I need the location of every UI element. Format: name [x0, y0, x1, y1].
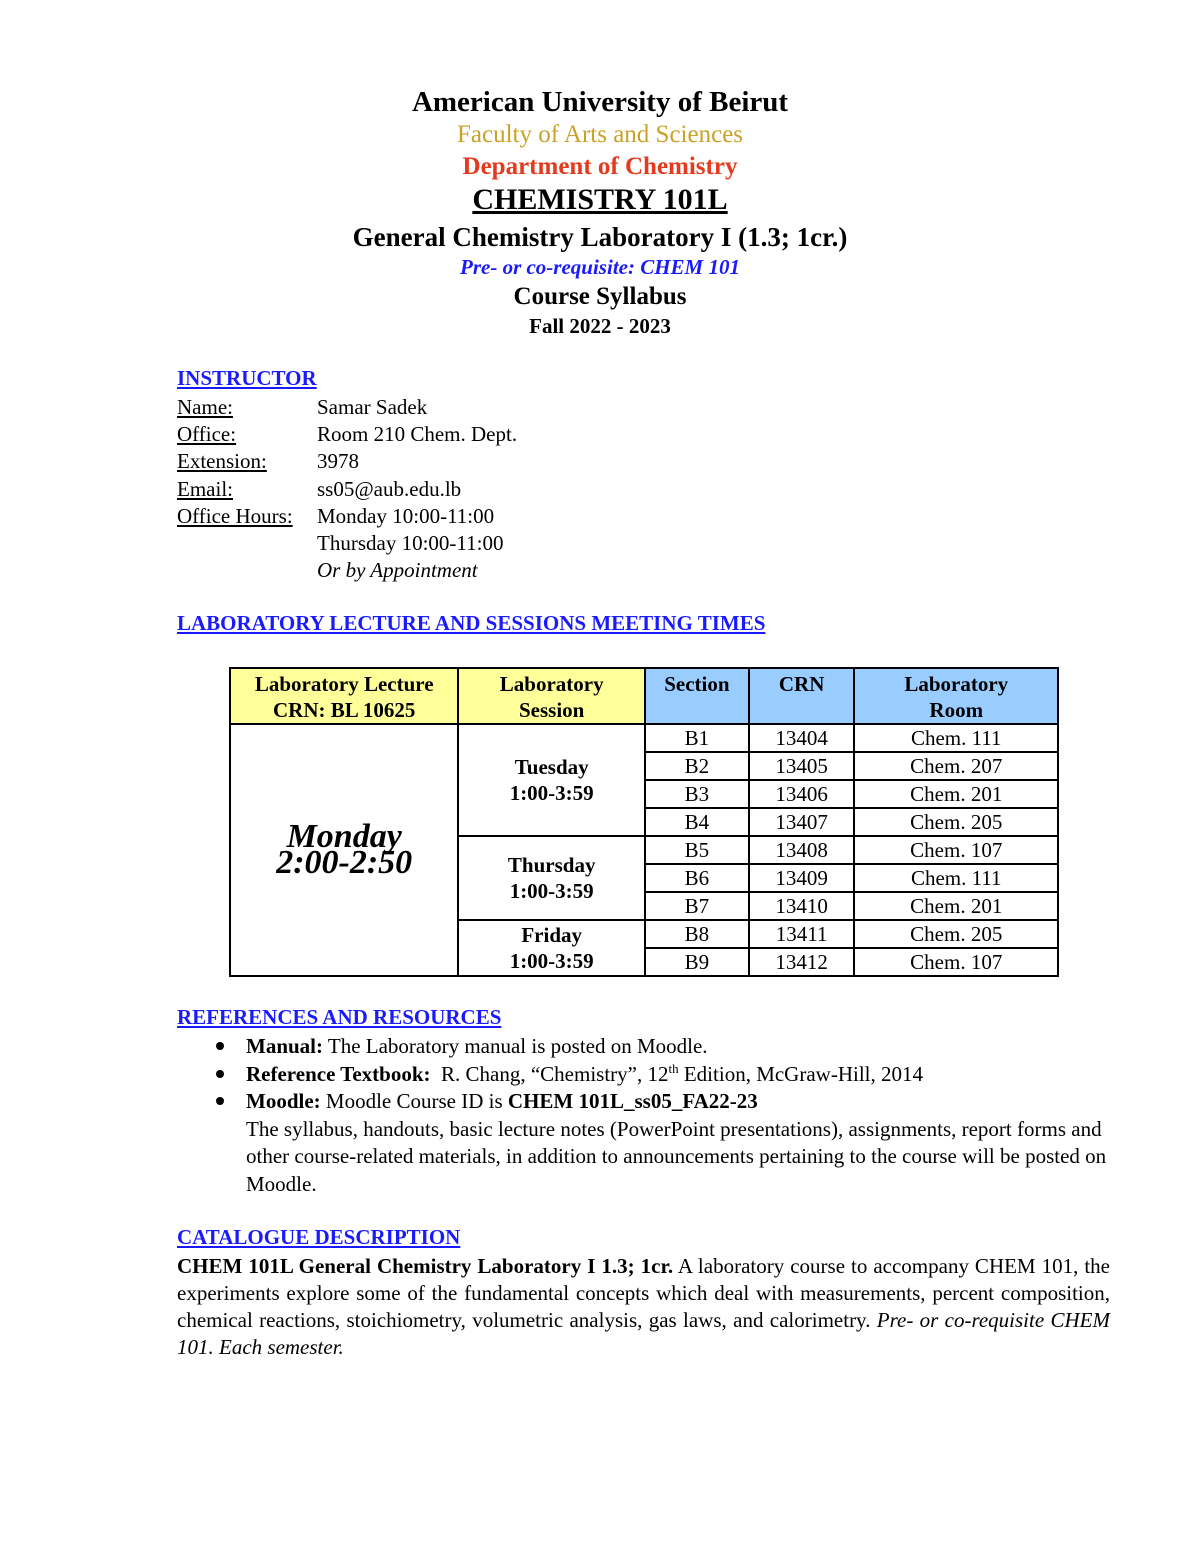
- section-cell: B9: [645, 948, 749, 976]
- textbook-text: R. Chang, “Chemistry”, 12: [430, 1061, 669, 1086]
- textbook-superscript: th: [668, 1060, 679, 1076]
- course-name: General Chemistry Laboratory I (1.3; 1cr.): [352, 222, 848, 252]
- instructor-info: [177, 394, 517, 584]
- textbook-edition: Edition, McGraw-Hill, 2014: [678, 1061, 923, 1086]
- room-cell: Chem. 201: [854, 780, 1058, 808]
- session-thursday: Thursday 1:00-3:59: [458, 836, 645, 920]
- col-crn-header: CRN: [749, 668, 855, 724]
- room-cell: Chem. 205: [854, 808, 1058, 836]
- references-list: [200, 1033, 1120, 1198]
- crn-cell: 13412: [749, 948, 855, 976]
- schedule-heading: LABORATORY LECTURE AND SESSIONS MEETING TIMES: [177, 611, 766, 635]
- room-cell: Chem. 201: [854, 892, 1058, 920]
- textbook-label: Reference Textbook:: [246, 1061, 431, 1086]
- office-label: Office:: [177, 422, 237, 447]
- section-cell: B3: [645, 780, 749, 808]
- extension-value: 3978: [317, 449, 359, 474]
- office-hours-2: Thursday 10:00-11:00: [317, 531, 504, 556]
- room-cell: Chem. 207: [854, 752, 1058, 780]
- section-cell: B8: [645, 920, 749, 948]
- university-name: American University of Beirut: [411, 86, 789, 118]
- crn-cell: 13411: [749, 920, 855, 948]
- info-row-office: [177, 421, 517, 448]
- moodle-label: Moodle:: [246, 1089, 321, 1113]
- department-name: Department of Chemistry: [462, 153, 738, 180]
- session-friday: Friday 1:00-3:59: [458, 920, 645, 976]
- col-lecture-header: Laboratory Lecture CRN: BL 10625: [230, 668, 458, 724]
- bullet-icon: [200, 1088, 246, 1198]
- list-item: [200, 1061, 1120, 1089]
- section-cell: B2: [645, 752, 749, 780]
- moodle-description: The syllabus, handouts, basic lecture notes (PowerPoint presentations), assignments, report forms and other course-related materials, in addition to announcements pertaining to the course will be posted on Moodle.: [246, 1116, 1107, 1196]
- faculty-name: Faculty of Arts and Sciences: [456, 121, 744, 148]
- section-cell: B7: [645, 892, 749, 920]
- room-cell: Chem. 111: [854, 864, 1058, 892]
- crn-cell: 13406: [749, 780, 855, 808]
- list-item: [200, 1033, 1120, 1061]
- crn-cell: 13408: [749, 836, 855, 864]
- crn-cell: 13407: [749, 808, 855, 836]
- moodle-text: Moodle Course ID is: [320, 1089, 508, 1113]
- moodle-course-id: CHEM 101L_ss05_FA22-23: [507, 1089, 758, 1113]
- office-hours-label: Office Hours:: [177, 503, 293, 528]
- email-label: Email:: [177, 476, 233, 501]
- manual-label: Manual:: [246, 1034, 324, 1058]
- term: Fall 2022 - 2023: [529, 314, 671, 338]
- room-cell: Chem. 107: [854, 836, 1058, 864]
- info-row-hours: [177, 503, 517, 530]
- info-row-hours-3: [177, 557, 517, 584]
- name-value: Samar Sadek: [317, 395, 428, 419]
- session-tuesday: Tuesday 1:00-3:59: [458, 724, 645, 836]
- name-label: Name:: [177, 395, 233, 419]
- table-header-row: [230, 668, 1058, 724]
- crn-cell: 13404: [749, 724, 855, 752]
- list-item: [200, 1088, 1120, 1198]
- info-row-extension: [177, 448, 517, 475]
- col-session-header: Laboratory Session: [458, 668, 645, 724]
- crn-cell: 13405: [749, 752, 855, 780]
- course-code: CHEMISTRY 101L: [472, 183, 728, 216]
- references-heading: REFERENCES AND RESOURCES: [177, 1005, 502, 1029]
- bullet-icon: [200, 1061, 246, 1089]
- email-value: ss05@aub.edu.lb: [317, 476, 462, 501]
- info-row-hours-2: [177, 530, 517, 557]
- catalogue-note: Pre- or co-requisite CHEM 101. Each semester.: [177, 1308, 1110, 1359]
- col-room-header: Laboratory Room: [854, 668, 1058, 724]
- info-row-email: [177, 476, 517, 503]
- section-cell: B5: [645, 836, 749, 864]
- extension-label: Extension:: [177, 449, 267, 474]
- manual-text: The Laboratory manual is posted on Moodle.: [323, 1034, 708, 1058]
- instructor-heading: INSTRUCTOR: [177, 366, 317, 390]
- office-value: Room 210 Chem. Dept.: [317, 422, 518, 447]
- room-cell: Chem. 111: [854, 724, 1058, 752]
- catalogue-description: [177, 1253, 1110, 1361]
- document-type: Course Syllabus: [513, 283, 687, 310]
- schedule-table: [229, 667, 1059, 977]
- col-section-header: Section: [645, 668, 749, 724]
- catalogue-heading: CATALOGUE DESCRIPTION: [177, 1225, 461, 1249]
- catalogue-body: A laboratory course to accompany CHEM 101, the experiments explore some of the fundamental concepts which deal with measurements, percent composition, chemical reactions, stoichiometry, volumetric analysis, gas laws, and calorimetry.: [177, 1254, 1110, 1332]
- bullet-icon: [200, 1033, 246, 1061]
- section-cell: B6: [645, 864, 749, 892]
- catalogue-title: CHEM 101L General Chemistry Laboratory I 1.3; 1cr.: [177, 1254, 674, 1278]
- room-cell: Chem. 205: [854, 920, 1058, 948]
- room-cell: Chem. 107: [854, 948, 1058, 976]
- info-row-name: [177, 394, 517, 421]
- prerequisite: Pre- or co-requisite: CHEM 101: [460, 255, 740, 279]
- section-cell: B4: [645, 808, 749, 836]
- office-hours-1: Monday 10:00-11:00: [317, 503, 495, 528]
- crn-cell: 13410: [749, 892, 855, 920]
- table-row: [230, 724, 1058, 752]
- office-hours-appointment: Or by Appointment: [317, 558, 478, 583]
- lecture-time-cell: Monday 2:00-2:50: [230, 724, 458, 976]
- crn-cell: 13409: [749, 864, 855, 892]
- section-cell: B1: [645, 724, 749, 752]
